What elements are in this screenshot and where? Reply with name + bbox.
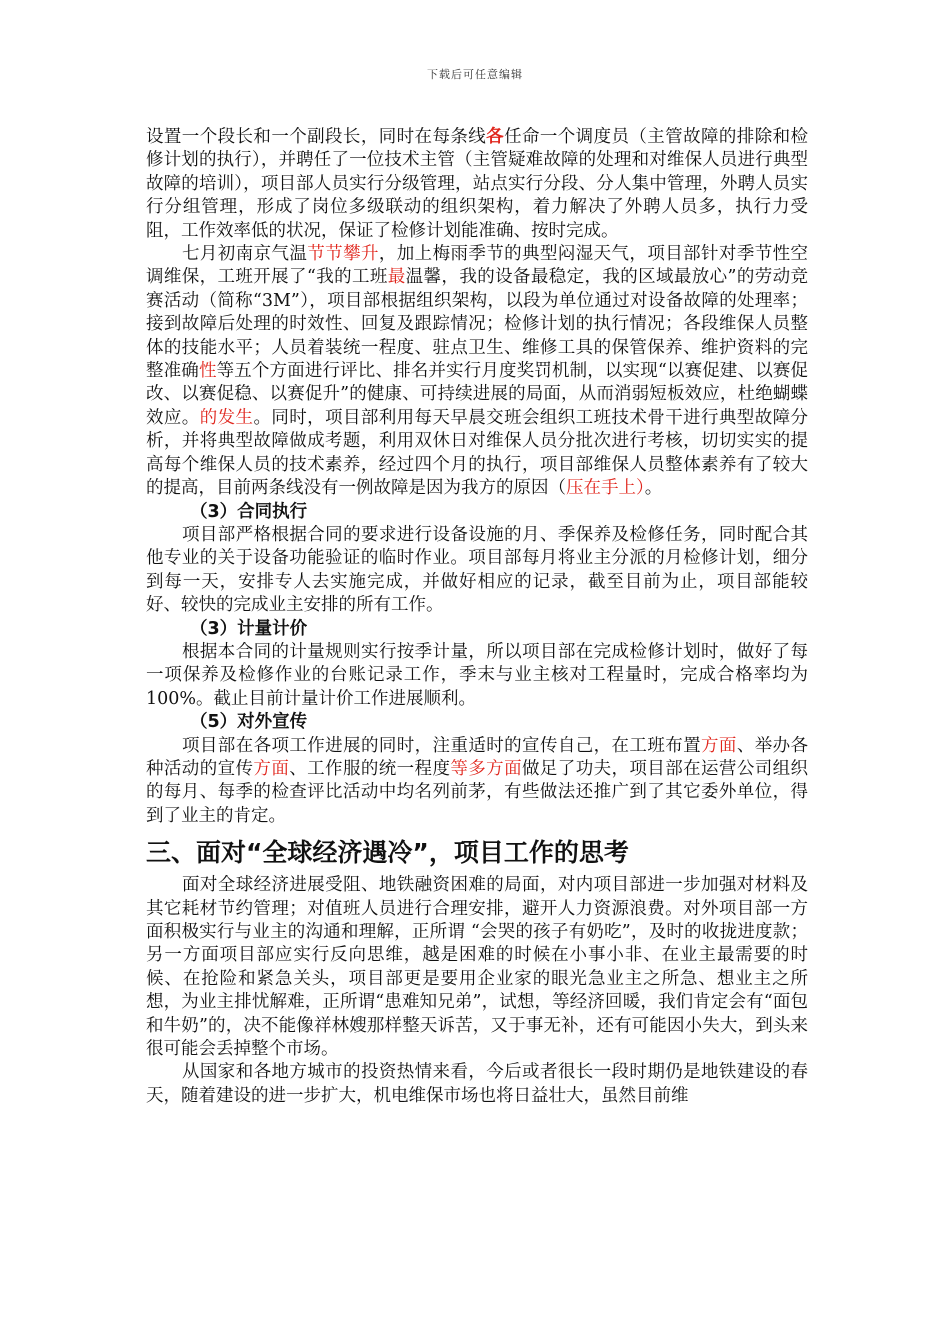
text-run: 做足了功夫，项目部在运营公司组织的每月、每季的检查评比活动中均名列前茅，有些做法还推广到了其它委外单位，得到了业主的肯定。 xyxy=(146,758,809,826)
text-run: 、工作服的统一程度 xyxy=(289,758,451,779)
heading-publicity: （5）对外宣传 xyxy=(190,712,308,733)
highlight-text: 压在手上） xyxy=(566,478,645,499)
paragraph-publicity xyxy=(146,735,808,829)
heading-metering-pricing: （3）计量计价 xyxy=(190,618,308,639)
paragraph-outlook: 从国家和各地方城市的投资热情来看，今后或者很长一段时期仍是地铁建设的春天，随着建设的进一步扩大，机电维保市场也将日益壮大，虽然目前维 xyxy=(146,1062,808,1106)
heading-contract-execution: （3）合同执行 xyxy=(190,501,308,522)
text-run: 设置一个段长和一个副段长，同时在每条线 xyxy=(146,127,487,147)
text-run: 项目部在各项工作进展的同时，注重适时的宣传自己，在工班布置 xyxy=(182,735,702,756)
paragraph-competition xyxy=(146,243,808,500)
highlight-text: 方面 xyxy=(701,735,737,756)
paragraph-contract: 项目部严格根据合同的要求进行设备设施的月、季保养及检修任务，同时配合其他专业的关于设备功能验证的临时作业。项目部每月将业主分派的月检修计划，细分到每一天，安排专人去实施完成，并做好相应的记录，截至目前为止，项目部能较好、较快的完成业主安排的所有工作。 xyxy=(146,524,808,616)
text-run: 。同时，项目部利用每天早晨交班会组织工班技术骨干进行典型故障分析，并将典型故障做成考题，利用双休日对维保人员分批次进行考核，切切实实的提高每个维保人员的技术素养，经过四个月的执行，项目部维保人员整体素养有了较大的提高，目前两条线没有一例故障是因为我方的原因（ xyxy=(146,407,809,499)
highlight-text: 方面 xyxy=(253,758,290,779)
highlight-text: 性 xyxy=(198,361,217,382)
text-run: 七月初南京气温 xyxy=(182,244,308,265)
paragraph-economy: 面对全球经济进展受阻、地铁融资困难的局面，对内项目部进一步加强对材料及其它耗材节约管理；对值班人员进行合理安排，避开人力资源浪费。对外项目部一方面积极实行与业主的沟通和理解，正所谓 “会哭的孩子有奶吃”，及时的收拢进度款；另一方面项目部应实行反向思维，越是困难的时候在小事小非、在业主最需要的时候、在抢险和紧急关头，项目部更是要用企业家的眼光急业主之所急、想业主之所想，为业主排忧解难，正所谓“患难知兄弟”，试想，等经济回暖，我们肯定会有“面包和牛奶”的，决不能像祥林嫂那样整天诉苦，又于事无补，还有可能因小失大，到头来很可能会丢掉整个市场。 xyxy=(146,875,808,1060)
highlight-text: 等多方面 xyxy=(450,758,522,779)
document-body xyxy=(146,126,808,1108)
text-run: 等五个方面进行评比、排名并实行月度奖罚机制，以实现“以赛促建、以赛促改、以赛促稳、以赛促升”的健康、可持续进展的局面，从而消弱短板效应，杜绝蝴蝶效应。 xyxy=(146,361,809,428)
text-run: 任命一个调度员（主管故障的排除和检修计划的执行），并聘任了一位技术主管（主管疑难故障的处理和对维保人员进行典型故障的培训），项目部人员实行分级管理，站点实行分段、分人集中管理，外聘人员实行分组管理，形成了岗位多级联动的组织架构，着力解决了外聘人员多，执行力受阻，工作效率低的状况，保证了检修计划能准确、按时完成。 xyxy=(146,127,809,241)
highlight-text: 的发生 xyxy=(199,407,254,428)
highlight-text: 节节攀升 xyxy=(307,244,379,265)
text-run: 温馨，我的设备最稳定，我的区域最放心”的劳动竞赛活动（简称“3M”），项目部根据组织架构，以段为单位通过对设备故障的处理率；接到故障后处理的时效性、回复及跟踪情况；检修计划的执行情况；各段维保人员整体的技能水平；人员着装统一程度、驻点卫生、维修工具的保管保养、维护资料的完整准确 xyxy=(146,267,808,382)
paragraph-pricing: 根据本合同的计量规则实行按季计量，所以项目部在完成检修计划时，做好了每一项保养及检修作业的台账记录工作，季末与业主核对工程量时，完成合格率均为100%。截止目前计量计价工作进展顺利。 xyxy=(146,641,808,709)
highlight-text: 最 xyxy=(387,267,406,288)
paragraph-organization xyxy=(146,126,808,243)
page-header: 下载后可任意编辑 xyxy=(427,68,523,81)
text-run: 、举办各种活动的宣传 xyxy=(146,735,809,779)
text-run: 。 xyxy=(644,478,663,499)
text-run: ，加上梅雨季节的典型闷湿天气，项目部针对季节性空调维保，工班开展了“我的工班 xyxy=(146,244,809,288)
section-heading-3: 三、面对“全球经济遇冷”，项目工作的思考 xyxy=(146,838,629,868)
highlight-text: 各 xyxy=(486,127,505,147)
